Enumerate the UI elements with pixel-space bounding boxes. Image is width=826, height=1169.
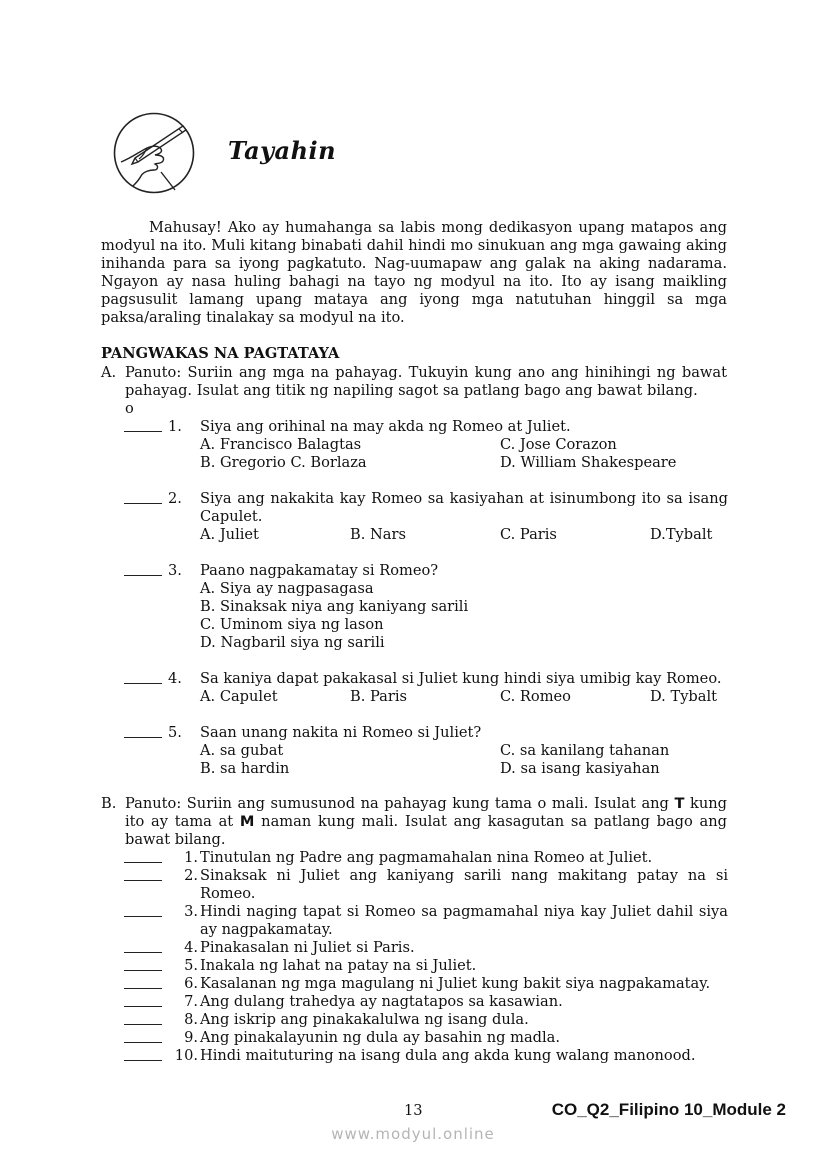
hand-writing-pencil-icon	[113, 112, 195, 194]
answer-blank[interactable]	[124, 1047, 162, 1061]
option-d: D.Tybalt	[650, 526, 713, 543]
directions-text-1: Panuto: Suriin ang sumusunod na pahayag kung tama o mali. Isulat ang	[125, 795, 675, 812]
item-number: 9.	[184, 1029, 198, 1046]
tf-item-7	[124, 993, 728, 1011]
item-number: 1.	[184, 849, 198, 866]
option-c: C. Jose Corazon	[500, 436, 617, 453]
answer-blank[interactable]	[124, 418, 162, 432]
options	[200, 742, 728, 778]
option-a: A. Siya ay nagpasagasa	[200, 580, 374, 597]
item-text: Inakala ng lahat na patay na si Juliet.	[200, 957, 477, 974]
item-number: 2.	[184, 867, 198, 884]
watermark: www.modyul.online	[331, 1125, 495, 1143]
item-text: Ang dulang trahedya ay nagtatapos sa kasawian.	[200, 993, 563, 1010]
stray-mark: o	[125, 400, 134, 417]
answer-blank[interactable]	[124, 490, 162, 504]
part-b-directions	[101, 795, 727, 849]
option-b: B. Nars	[350, 526, 406, 543]
options	[200, 436, 728, 472]
option-d: D. Nagbaril siya ng sarili	[200, 634, 385, 651]
option-b: B. Sinaksak niya ang kaniyang sarili	[200, 598, 469, 615]
answer-blank[interactable]	[124, 1011, 162, 1025]
question-4	[124, 670, 728, 706]
options	[200, 580, 728, 652]
answer-blank[interactable]	[124, 562, 162, 576]
tf-item-1	[124, 849, 728, 867]
question-stem: Paano nagpakamatay si Romeo?	[200, 562, 439, 579]
answer-blank[interactable]	[124, 867, 162, 881]
tf-item-10	[124, 1047, 728, 1065]
option-c: C. sa kanilang tahanan	[500, 742, 670, 759]
item-number: 6.	[184, 975, 198, 992]
question-number: 3.	[168, 562, 182, 579]
tf-item-3	[124, 903, 728, 939]
answer-blank[interactable]	[124, 1029, 162, 1043]
question-number: 2.	[168, 490, 182, 507]
part-b-label: B.	[101, 795, 117, 812]
question-stem: Sa kaniya dapat pakakasal si Juliet kung hindi siya umibig kay Romeo.	[200, 670, 722, 687]
item-text: Pinakasalan ni Juliet si Paris.	[200, 939, 415, 956]
option-a: A. Francisco Balagtas	[200, 436, 362, 453]
item-text: Ang iskrip ang pinakakalulwa ng isang dula.	[200, 1011, 529, 1028]
answer-blank[interactable]	[124, 993, 162, 1007]
tf-item-9	[124, 1029, 728, 1047]
part-a-directions	[101, 364, 727, 418]
option-d: D. Tybalt	[650, 688, 718, 705]
tf-item-4	[124, 939, 728, 957]
tf-item-8	[124, 1011, 728, 1029]
item-number: 10.	[174, 1047, 198, 1064]
item-text: Sinaksak ni Juliet ang kaniyang sarili nang makitang patay na si Romeo.	[200, 867, 728, 902]
item-number: 5.	[184, 957, 198, 974]
page-title: Tayahin	[228, 136, 337, 165]
directions-text-2: kung ito ay tama at	[125, 795, 727, 830]
item-number: 8.	[184, 1011, 198, 1028]
part-a-directions-text: Panuto: Suriin ang mga na pahayag. Tukuyin kung ano ang hinihingi ng bawat pahayag. Isulat ang titik ng napiling sagot sa patlang bago ang bawat bilang.	[125, 364, 727, 399]
tf-item-2	[124, 867, 728, 903]
options	[200, 688, 728, 706]
item-text: Ang pinakalayunin ng dula ay basahin ng madla.	[200, 1029, 561, 1046]
option-d: D. William Shakespeare	[500, 454, 677, 471]
question-1	[124, 418, 728, 472]
option-b: B. sa hardin	[200, 760, 290, 777]
directions-text-3: naman kung mali. Isulat ang kasagutan sa patlang bago ang bawat bilang.	[125, 813, 727, 848]
question-2	[124, 490, 728, 544]
option-a: A. sa gubat	[200, 742, 284, 759]
option-c: C. Uminom siya ng lason	[200, 616, 384, 633]
tf-item-5	[124, 957, 728, 975]
option-b: B. Gregorio C. Borlaza	[200, 454, 367, 471]
option-b: B. Paris	[350, 688, 407, 705]
answer-blank[interactable]	[124, 957, 162, 971]
question-stem: Saan unang nakita ni Romeo si Juliet?	[200, 724, 482, 741]
item-text: Tinutulan ng Padre ang pagmamahalan nina Romeo at Juliet.	[200, 849, 653, 866]
answer-blank[interactable]	[124, 975, 162, 989]
intro-text: Mahusay! Ako ay humahanga sa labis mong dedikasyon upang matapos ang modyul na ito. Muli kitang binabati dahil hindi mo sinukuan ang mga gawaing aking inihanda para sa iyong pagkatuto. Nag-uumapaw ang galak na aking nadarama. Ngayon ay nasa huling bahagi na tayo ng modyul na ito. Ito ay isang maikling pagsusulit lamang upang mataya ang iyong mga natutuhan hinggil sa mga paksa/araling tinalakay sa modyul na ito.	[101, 219, 727, 326]
answer-blank[interactable]	[124, 903, 162, 917]
answer-blank[interactable]	[124, 670, 162, 684]
item-text: Hindi maituturing na isang dula ang akda kung walang manonood.	[200, 1047, 696, 1064]
item-number: 7.	[184, 993, 198, 1010]
intro-paragraph	[101, 219, 727, 327]
true-letter: T	[674, 795, 685, 812]
question-3	[124, 562, 728, 652]
part-a-label: A.	[101, 364, 117, 381]
option-a: A. Capulet	[200, 688, 278, 705]
answer-blank[interactable]	[124, 849, 162, 863]
question-number: 4.	[168, 670, 182, 687]
part-b-directions-text	[125, 795, 727, 849]
answer-blank[interactable]	[124, 939, 162, 953]
module-code: CO_Q2_Filipino 10_Module 2	[551, 1100, 786, 1119]
answer-blank[interactable]	[124, 724, 162, 738]
section-heading: PANGWAKAS NA PAGTATAYA	[101, 345, 340, 362]
question-number: 1.	[168, 418, 182, 435]
item-number: 4.	[184, 939, 198, 956]
tf-item-6	[124, 975, 728, 993]
question-stem: Siya ang orihinal na may akda ng Romeo at Juliet.	[200, 418, 571, 435]
question-5	[124, 724, 728, 778]
question-stem: Siya ang nakakita kay Romeo sa kasiyahan at isinumbong ito sa isang Capulet.	[200, 490, 728, 525]
item-text: Kasalanan ng mga magulang ni Juliet kung bakit siya nagpakamatay.	[200, 975, 711, 992]
options	[200, 526, 728, 544]
option-d: D. sa isang kasiyahan	[500, 760, 660, 777]
page-number: 13	[404, 1102, 423, 1119]
item-text: Hindi naging tapat si Romeo sa pagmamahal niya kay Juliet dahil siya ay nagpakamatay.	[200, 903, 728, 938]
item-number: 3.	[184, 903, 198, 920]
option-a: A. Juliet	[200, 526, 259, 543]
false-letter: M	[239, 813, 255, 830]
question-number: 5.	[168, 724, 182, 741]
option-c: C. Romeo	[500, 688, 571, 705]
option-c: C. Paris	[500, 526, 557, 543]
